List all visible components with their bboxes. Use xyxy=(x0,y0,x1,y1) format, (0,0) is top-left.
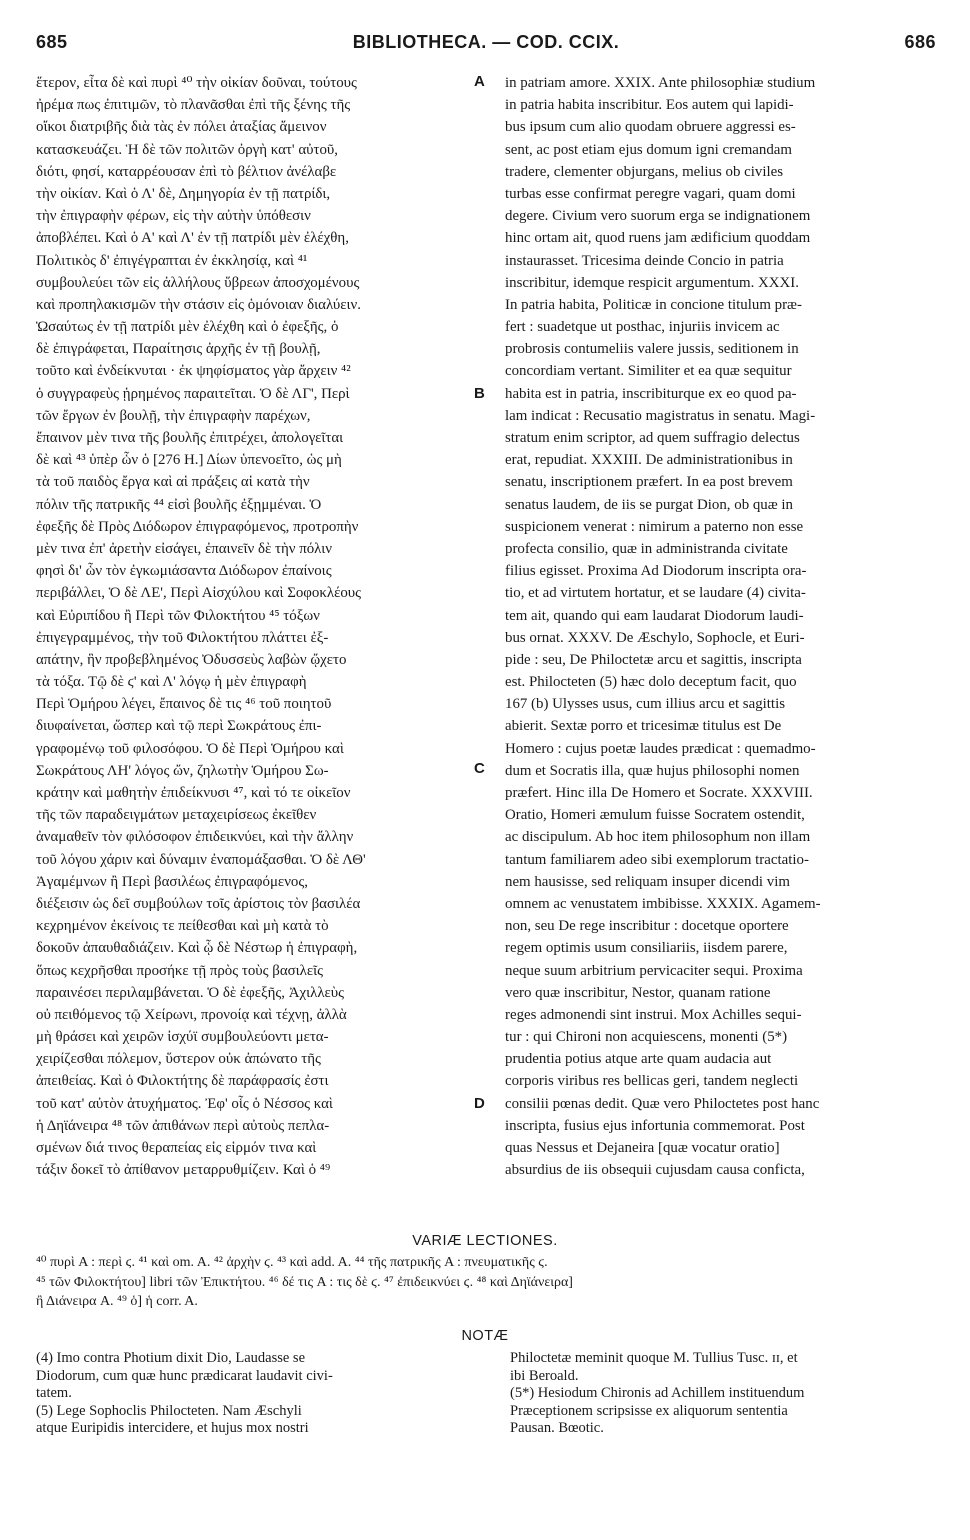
latin-text-line: tio, et ad virtutem hortatur, et se laudare (4) civita- xyxy=(505,585,806,602)
variant-reading-line: ⁴⁵ τῶν Φιλοκτήτου] libri τῶν Ἐπικτήτου. ⁴⁶ δέ τις A : τις δὲ ϛ. ⁴⁷ ἐπιδεικνύει ϛ. ⁴⁸ καὶ Δηϊάνειρα] xyxy=(36,1274,573,1290)
greek-text-line: κράτην καὶ μαθητὴν ἐπιδείκνυσι ⁴⁷, καὶ τό τε οἰκεῖον xyxy=(36,785,351,801)
variae-lectiones-title: VARIÆ LECTIONES. xyxy=(412,1233,558,1249)
latin-text-line: erat, repudiat. XXXIII. De administrationibus in xyxy=(505,452,793,469)
greek-text-line: Σωκράτους ΛΗ' λόγος ὤν, ζηλωτὴν Ὁμήρου Σω- xyxy=(36,762,329,779)
latin-text-line: non, seu De rege inscribitur : docetque oportere xyxy=(505,918,789,935)
latin-text-line: omnem ac venustatem imbibisse. XXXIX. Agamem- xyxy=(505,895,821,912)
greek-text-line: ἕτερον, εἶτα δὲ καὶ πυρὶ ⁴⁰ τὴν οἰκίαν δοῦναι, τούτους xyxy=(36,75,357,91)
greek-text-line: ἀναμαθεῖν τὸν φιλόσοφον ἐπιδεικνύει, καὶ τὴν ἄλλην xyxy=(36,829,354,846)
greek-text-line: οὐ πειθόμενος τῷ Χείρωνι, προνοίᾳ καὶ τέχνῃ, ἀλλὰ xyxy=(36,1006,347,1023)
latin-text-line: quas Nessus et Dejaneira [quæ vocatur oratio] xyxy=(505,1140,780,1156)
greek-text-line: ἐφεξῆς δὲ Πρὸς Διόδωρον ἐπιγραφόμενος, προτροπὴν xyxy=(36,518,359,535)
latin-text-line: neque suum arbitrium pervicaciter sequi. Proxima xyxy=(505,962,803,979)
greek-text-line: ἀπειθείας. Καὶ ὁ Φιλοκτήτης δὲ παράφρασίς ἐστι xyxy=(36,1073,329,1090)
latin-text-line: vero quæ inscribitur, Nestor, quanam ratione xyxy=(505,984,771,1001)
latin-text-line: degere. Civium vero suorum erga se indignationem xyxy=(505,208,811,225)
latin-text-line: suspicionem venerat : nimirum a paterno non esse xyxy=(505,518,804,535)
greek-text-line: Περὶ Ὁμήρου λέγει, ἔπαινος δὲ τις ⁴⁶ τοῦ ποιητοῦ xyxy=(36,696,332,713)
latin-text-line: instaurasset. Tricesima deinde Concio in patria xyxy=(505,252,784,269)
latin-text-line: hinc ortam ait, quod ruens jam ædificium quoddam xyxy=(505,230,811,247)
latin-text-line: nem hausisse, sed reliquam insuper dicendi vim xyxy=(505,873,790,890)
page-header xyxy=(36,32,936,58)
latin-text-line: inscripta, fusius ejus infortunia commemorat. Post xyxy=(505,1117,805,1134)
greek-text-line: ἔπαινον μὲν τινα τῆς βουλῆς ἐπιτρέχει, ἀπολογεῖται xyxy=(36,430,344,446)
greek-text-line: απάτην, ἣν προβεβλημένος Ὀδυσσεὺς λαβὼν ᾤχετο xyxy=(36,651,347,668)
greek-text-line: χειρίζεσθαι πόλεμον, ὕστερον οὐκ ἀπώνατο τῆς xyxy=(36,1051,321,1068)
greek-text-line: τοῦτο καὶ ἐνδείκνυται · ἐκ ψηφίσματος γὰρ ἄρχειν ⁴² xyxy=(36,363,351,380)
notae-title: NOTÆ xyxy=(461,1328,509,1344)
greek-text-line: μὴ θράσει καὶ χειρῶν ἰσχύϊ συμβουλεύοντι μετα- xyxy=(36,1029,329,1046)
note-line: tatem. xyxy=(36,1385,72,1401)
note-line: atque Euripidis intercidere, et hujus mox nostri xyxy=(36,1420,309,1436)
latin-text-line: dum et Socratis illa, quæ hujus philosophi nomen xyxy=(505,762,800,779)
latin-text-line: consilii pœnas dedit. Quæ vero Philoctetes post hanc xyxy=(505,1095,820,1112)
latin-text-line: abierit. Sextæ porro et tricesimæ titulus est De xyxy=(505,718,782,735)
greek-text-line: ὁ συγγραφεὺς ᾑρημένος παραιτεῖται. Ὁ δὲ ΛΓ', Περὶ xyxy=(36,385,350,402)
greek-text-line: τὰ τοῦ παιδὸς ἔργα καὶ αἱ πράξεις αἱ κατὰ τὴν xyxy=(36,474,310,491)
greek-text-line: μὲν τινα ἐπ' ἀρετὴν εἰσάγει, ἐπαινεῖν δὲ τὴν πόλιν xyxy=(36,540,332,557)
latin-text-line: est. Philocteten (5) hæc dolo deceptum facit, quo xyxy=(505,674,797,691)
note-line: (5) Lege Sophoclis Philocteten. Nam Æschyli xyxy=(36,1402,302,1419)
latin-text-line: Oratio, Homeri æmulum fuisse Socratem ostendit, xyxy=(505,807,805,824)
greek-text-line: παραινέσει περιλαμβάνεται. Ὁ δὲ ἐφεξῆς, Ἀχιλλεὺς xyxy=(36,984,345,1001)
latin-text-line: probrosis contumeliis valere jussis, seditionem in xyxy=(505,341,799,358)
latin-text-line: prudentia potius atque arte quam audacia aut xyxy=(505,1051,772,1068)
greek-text-line: τὴν οἰκίαν. Καὶ ὁ Λ' δὲ, Δημηγορία ἐν τῇ πατρίδι, xyxy=(36,185,331,202)
notes-right-column xyxy=(510,1350,940,1438)
latin-text-line: 167 (b) Ulysses usus, cum illius arcu et sagittis xyxy=(505,696,785,713)
note-line: ibi Beroald. xyxy=(510,1367,579,1384)
margin-marker-b: B xyxy=(474,385,485,402)
variant-reading-line: ⁴⁰ πυρὶ A : περὶ ϛ. ⁴¹ καὶ om. A. ⁴² ἀρχὴν ϛ. ⁴³ καὶ add. A. ⁴⁴ τῆς πατρικῆς A : πνευματικῆς ϛ. xyxy=(36,1255,548,1270)
greek-text-line: ἠρέμα πως ἐπιτιμῶν, τὸ πλανᾶσθαι ἐπὶ τῆς ξένης τῆς xyxy=(36,97,351,114)
latin-text-line: tantum familiarem adeo sibi exemplorum tractatio- xyxy=(505,851,809,868)
variant-reading-line: ἢ Διάνειρα A. ⁴⁹ ὁ] ἡ corr. A. xyxy=(36,1294,198,1309)
latin-text-line: stratum enim scriptor, ad quem suffragio delectus xyxy=(505,430,800,446)
greek-text-line: δὲ καὶ ⁴³ ὑπὲρ ὧν ὁ [276 H.] Δίων ὑπενοεῖτο, ὡς μὴ xyxy=(36,452,342,469)
latin-text-line: bus ornat. XXXV. De Æschylo, Sophocle, et Euri- xyxy=(505,629,805,646)
latin-text-line: habita est in patria, inscribiturque ex eo quod pa- xyxy=(505,385,797,402)
greek-text-line: κατασκευάζει. Ἡ δὲ τῶν πολιτῶν ὀργὴ κατ' αὐτοῦ, xyxy=(36,141,339,158)
running-title: BIBLIOTHECA. — COD. CCIX. xyxy=(352,32,620,52)
greek-text-line: Πολιτικὸς δ' ἐπιγέγραπται ἐν ἐκκλησίᾳ, καὶ ⁴¹ xyxy=(36,252,308,269)
latin-text-line: lam indicat : Recusatio magistratus in senatu. Magi- xyxy=(505,407,816,424)
note-line: Præceptionem scripsisse ex aliquorum sententia xyxy=(510,1402,788,1419)
greek-text-line: τῆς τῶν παραδειγμάτων μεταχειρίσεως ἐκεῖθεν xyxy=(36,807,317,824)
latin-text-line: ac discipulum. Ab hoc item philosophum non illam xyxy=(505,829,811,846)
latin-text-line: filius egisset. Proxima Ad Diodorum inscripta ora- xyxy=(505,563,807,580)
greek-text-line: Ἀγαμέμνων ἢ Περὶ βασιλέως ἐπιγραφόμενος, xyxy=(36,873,308,890)
latin-text-line: tradere, clementer objurgans, melius ob civiles xyxy=(505,163,784,180)
greek-text-line: οἴκοι διατριβῆς διὰ τὰς ἐν πόλει ἀταξίας ἄμεινον xyxy=(36,119,327,136)
latin-text-line: fert : suadetque ut posthac, injuriis invicem ac xyxy=(505,319,780,336)
greek-text-line: ὅπως κεχρῆσθαι προσήκε τῇ πρὸς τοὺς βασιλεῖς xyxy=(36,962,324,979)
greek-text-line: περιβάλλει, Ὁ δὲ ΛΕ', Περὶ Αἰσχύλου καὶ Σοφοκλέους xyxy=(36,585,362,602)
greek-text-line: τῶν ἔργων ἐν βουλῇ, τὴν ἐπιγραφὴν παρέχων, xyxy=(36,407,311,424)
note-line: (5*) Hesiodum Chironis ad Achillem instituendum xyxy=(510,1385,805,1401)
greek-text-line: διότι, φησί, καταρρέουσαν ἐπὶ τὸ βέλτιον ἀνέλαβε xyxy=(36,163,337,180)
greek-text-line: καὶ προπηλακισμῶν τὴν στάσιν εἰς ὁμόνοιαν διαλύειν. xyxy=(36,296,361,313)
greek-text-line: σμένων διά τινος θεραπείας εἰς εἱρμόν τινα καὶ xyxy=(36,1140,317,1156)
note-line: Pausan. Bœotic. xyxy=(510,1420,604,1436)
latin-text-column xyxy=(505,72,937,1232)
latin-text-line: concordiam vertant. Similiter et ea quæ sequitur xyxy=(505,363,792,380)
latin-text-line: turbas esse confirmat peregre vagari, quam domi xyxy=(505,185,796,202)
greek-text-line: καὶ Εὐριπίδου ἢ Περὶ τῶν Φιλοκτήτου ⁴⁵ τόξων xyxy=(36,607,320,624)
latin-text-line: in patriam amore. XXIX. Ante philosophiæ studium xyxy=(505,75,816,91)
greek-text-line: τοῦ λόγου χάριν καὶ δύναμιν ἐναπομάξασθαι. Ὁ δὲ ΛΘ' xyxy=(36,851,366,868)
page-number-left: 685 xyxy=(36,32,68,52)
greek-text-line: τὰ τόξα. Τῷ δὲ ϛ' καὶ Λ' λόγῳ ἡ μὲν ἐπιγραφὴ xyxy=(36,674,307,691)
greek-text-line: πόλιν τῆς πατρικῆς ⁴⁴ εἰσὶ βουλῆς ἐξῃμμέναι. Ὁ xyxy=(36,496,322,513)
latin-text-line: præfert. Hinc illa De Homero et Socrate. XXXVIII. xyxy=(505,785,813,801)
latin-text-line: senatu, inscriptionem præfert. In ea post brevem xyxy=(505,474,793,491)
greek-text-line: συμβουλεύει τῶν εἰς ἀλλήλους ὕβρεων ἀποσχομένους xyxy=(36,274,360,291)
latin-text-line: regem optimis usum consiliariis, iisdem parere, xyxy=(505,940,788,957)
margin-marker-d: D xyxy=(474,1095,485,1112)
latin-text-line: sent, ac post etiam ejus domum igni cremandam xyxy=(505,141,792,158)
latin-text-line: absurdius de iis obsequii cujusdam causa conficta, xyxy=(505,1162,805,1179)
latin-text-line: reges admonendi sint instrui. Mox Achilles sequi- xyxy=(505,1006,802,1023)
latin-text-line: bus ipsum cum alio quodam obruere aggressi es- xyxy=(505,119,796,136)
latin-text-line: inscribitur, idemque respicit argumentum. XXXI. xyxy=(505,274,799,291)
latin-text-line: tur : qui Chironi non acquiescens, monenti (5*) xyxy=(505,1029,788,1046)
latin-text-line: Homero : cujus poetæ laudes prædicat : quemadmo- xyxy=(505,740,816,757)
latin-text-line: profecta consilio, quæ in administranda civitate xyxy=(505,540,788,557)
margin-marker-a: A xyxy=(474,73,485,90)
greek-text-line: δοκοῦν ἀπαυθαδιάζειν. Καὶ ᾧ δὲ Νέστωρ ἡ ἐπιγραφὴ, xyxy=(36,940,358,957)
latin-text-line: tem ait, quando qui eam laudarat Diodorum laudi- xyxy=(505,607,804,624)
latin-text-line: In patria habita, Politicæ in concione titulum præ- xyxy=(505,296,802,313)
greek-text-line: τάξιν δοκεῖ τὸ ἀπίθανον μεταρρυθμίζειν. Καὶ ὁ ⁴⁹ xyxy=(36,1162,331,1179)
greek-text-line: τοῦ κατ' αὐτὸν ἀτυχήματος. Ἐφ' οἷς ὁ Νέσσος καὶ xyxy=(36,1095,333,1112)
greek-text-line: κεχρημένον ἐκείνοις τε πείθεσθαι καὶ μὴ κατὰ τὸ xyxy=(36,918,329,935)
greek-text-line: ἀποβλέπει. Καὶ ὁ Α' καὶ Λ' ἐν τῇ πατρίδι μὲν ἐλέχθη, xyxy=(36,230,349,247)
variae-lectiones xyxy=(36,1253,938,1312)
greek-text-line: φησὶ δι' ὧν τὸν ἐγκωμιάσαντα Διόδωρον ἐπαίνοις xyxy=(36,563,332,580)
notes-left-column xyxy=(36,1350,491,1438)
latin-text-line: in patria habita inscribitur. Eos autem qui lapidi- xyxy=(505,97,794,114)
greek-text-line: διέξεισιν ὡς δεῖ συμβούλων τοῖς ἀρίστοις τὸν βασιλέα xyxy=(36,895,361,912)
greek-text-line: γραφομένῳ τοῦ φιλοσόφου. Ὁ δὲ Περὶ Ὁμήρου καὶ xyxy=(36,740,344,757)
greek-text-line: ἡ Δηϊάνειρα ⁴⁸ τῶν ἀπιθάνων περὶ αὐτοὺς πεπλα- xyxy=(36,1117,330,1134)
greek-text-line: τὴν ἐπιγραφὴν φέρων, εἰς τὴν αὐτὴν ὑπόθεσιν xyxy=(36,208,311,225)
margin-marker-c: C xyxy=(474,760,485,777)
latin-text-line: senatus laudem, de iis se purgat Dion, ob quæ in xyxy=(505,496,793,513)
page-number-right: 686 xyxy=(904,32,936,52)
greek-text-line: διυφαίνεται, ὥσπερ καὶ τῷ περὶ Σωκράτους ἐπι- xyxy=(36,718,322,735)
greek-text-line: Ὡσαύτως ἐν τῇ πατρίδι μὲν ἐλέχθη καὶ ὁ ἐφεξῆς, ὁ xyxy=(36,319,339,336)
greek-text-line: ἐπιγεγραμμένος, τὴν τοῦ Φιλοκτήτου πλάττει ἐξ- xyxy=(36,629,329,646)
note-line: Diodorum, cum quæ hunc prædicarat laudavit civi- xyxy=(36,1367,333,1384)
greek-text-line: δὲ ἐπιγράφεται, Παραίτησις ἀρχῆς ἐν τῇ βουλῇ, xyxy=(36,341,321,358)
note-line: (4) Imo contra Photium dixit Dio, Laudasse se xyxy=(36,1350,306,1366)
latin-text-line: corporis viribus res bellicas geri, tandem neglecti xyxy=(505,1073,799,1090)
note-line: Philoctetæ meminit quoque M. Tullius Tusc. ɪɪ, et xyxy=(510,1350,798,1366)
greek-text-column xyxy=(36,72,466,1232)
latin-text-line: pide : seu, De Philoctetæ arcu et sagittis, inscripta xyxy=(505,651,802,668)
